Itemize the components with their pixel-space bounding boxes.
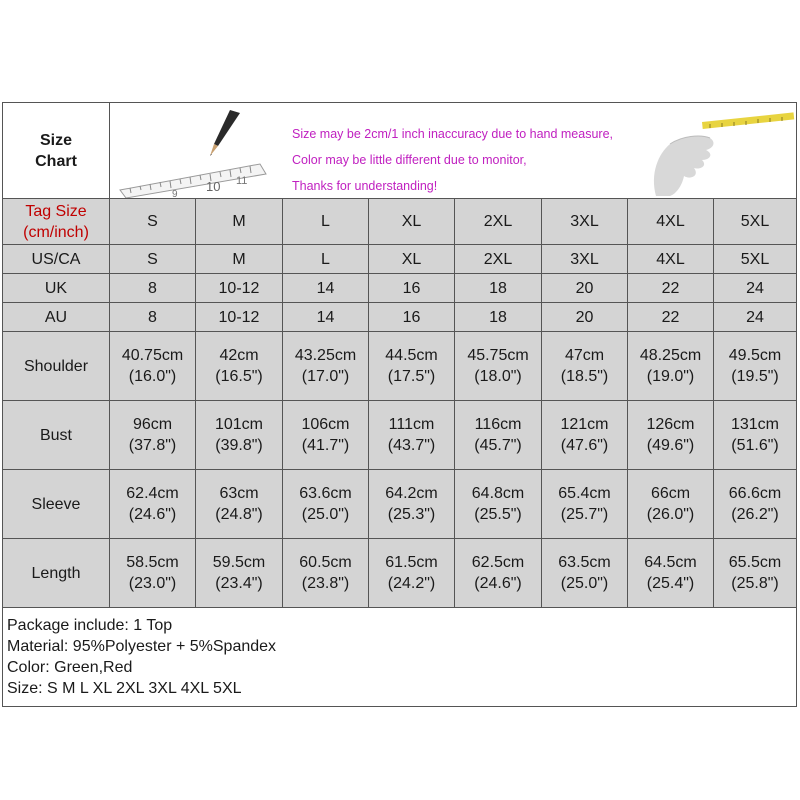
row-label: Shoulder <box>3 332 110 401</box>
size-cell: 14 <box>283 303 369 332</box>
measure-cell <box>283 539 369 608</box>
tag-size-cell: S <box>110 199 196 245</box>
size-cell: 10-12 <box>196 274 283 303</box>
inch-value: (19.0") <box>646 368 695 385</box>
measure-cell <box>542 401 628 470</box>
cm-value: 63cm <box>219 485 259 502</box>
cm-value: 47cm <box>564 347 605 364</box>
inch-value: (23.0") <box>128 575 177 592</box>
cm-value: 131cm <box>730 416 780 433</box>
cm-value: 48.25cm <box>639 347 702 364</box>
inch-value: (49.6") <box>646 437 695 454</box>
measure-cell <box>542 539 628 608</box>
measure-cell <box>196 401 283 470</box>
size-row-au <box>3 303 797 332</box>
cm-value: 116cm <box>474 416 522 433</box>
tag-size-label-line-2: (cm/inch) <box>23 223 89 241</box>
inch-value: (23.4") <box>215 575 263 592</box>
size-info: Size: S M L XL 2XL 3XL 4XL 5XL <box>7 680 242 697</box>
measure-cell <box>628 470 714 539</box>
pencil-icon <box>210 110 240 156</box>
row-label: Length <box>3 539 110 608</box>
notice-banner <box>110 103 797 199</box>
inch-value: (17.5") <box>387 368 436 385</box>
tag-size-cell: 5XL <box>714 199 797 245</box>
title-line-1: Size <box>39 131 72 149</box>
row-label: Sleeve <box>3 470 110 539</box>
cm-value: 101cm <box>214 416 264 433</box>
measure-cell <box>369 470 455 539</box>
size-cell: 22 <box>628 303 714 332</box>
size-chart-table <box>2 102 797 707</box>
tag-size-cell: M <box>196 199 283 245</box>
tag-size-label-line-1: Tag Size <box>25 202 87 220</box>
measure-cell <box>628 401 714 470</box>
ruler-number: 10 <box>206 178 221 194</box>
inch-value: (18.0") <box>474 368 522 385</box>
row-label: AU <box>3 303 110 332</box>
tag-size-cell: 2XL <box>455 199 542 245</box>
cm-value: 111cm <box>388 416 435 433</box>
tag-size-cell: L <box>283 199 369 245</box>
size-row-uk <box>3 274 797 303</box>
row-label: UK <box>3 274 110 303</box>
measure-cell <box>110 401 196 470</box>
measure-row-length <box>3 539 797 608</box>
product-info-row <box>3 608 797 707</box>
measure-cell <box>110 332 196 401</box>
cm-value: 64.5cm <box>644 554 697 571</box>
cm-value: 60.5cm <box>299 554 352 571</box>
notice-text-accuracy: Size may be 2cm/1 inch inaccuracy due to hand measure, <box>292 126 614 141</box>
hand-with-tape-icon <box>654 112 794 196</box>
ruler-icon <box>120 164 266 198</box>
size-cell: 18 <box>455 274 542 303</box>
measure-cell <box>283 470 369 539</box>
measure-row-shoulder <box>3 332 797 401</box>
measure-cell <box>369 539 455 608</box>
inch-value: (23.8") <box>301 575 350 592</box>
measure-cell <box>283 332 369 401</box>
tag-size-row <box>3 199 797 245</box>
inch-value: (26.0") <box>646 506 695 523</box>
inch-value: (26.2") <box>731 506 779 523</box>
header-row <box>3 103 797 199</box>
size-chart-title <box>3 103 110 199</box>
size-row-us-ca <box>3 245 797 274</box>
size-cell: 20 <box>542 303 628 332</box>
size-cell: 22 <box>628 274 714 303</box>
measure-cell <box>283 401 369 470</box>
notice-text-thanks: Thanks for understanding! <box>292 178 438 193</box>
measure-cell <box>714 539 797 608</box>
measure-cell <box>628 332 714 401</box>
size-cell: S <box>110 245 196 274</box>
cm-value: 96cm <box>132 416 173 433</box>
tag-size-cell: XL <box>369 199 455 245</box>
size-cell: 16 <box>369 274 455 303</box>
size-cell: M <box>196 245 283 274</box>
cm-value: 63.6cm <box>299 485 352 502</box>
tag-size-cell: 4XL <box>628 199 714 245</box>
ruler-number: 9 <box>172 188 178 198</box>
measure-cell <box>369 332 455 401</box>
cm-value: 58.5cm <box>126 554 179 571</box>
inch-value: (39.8") <box>215 437 263 454</box>
inch-value: (25.5") <box>474 506 522 523</box>
size-cell: 8 <box>110 303 196 332</box>
measure-cell <box>542 470 628 539</box>
inch-value: (25.7") <box>560 506 609 523</box>
inch-value: (24.6") <box>474 575 522 592</box>
inch-value: (25.3") <box>387 506 436 523</box>
measure-cell <box>369 401 455 470</box>
inch-value: (24.6") <box>128 506 177 523</box>
size-cell: 2XL <box>455 245 542 274</box>
size-cell: 8 <box>110 274 196 303</box>
measure-cell <box>455 470 542 539</box>
cm-value: 106cm <box>301 416 350 433</box>
cm-value: 121cm <box>560 416 609 433</box>
size-cell: 10-12 <box>196 303 283 332</box>
measure-cell <box>455 401 542 470</box>
cm-value: 66.6cm <box>728 485 782 502</box>
measure-cell <box>196 332 283 401</box>
inch-value: (37.8") <box>128 437 177 454</box>
inch-value: (19.5") <box>731 368 779 385</box>
size-cell: 14 <box>283 274 369 303</box>
material-info: Material: 95%Polyester + 5%Spandex <box>7 638 277 655</box>
measure-cell <box>110 470 196 539</box>
measure-cell <box>714 332 797 401</box>
cm-value: 63.5cm <box>558 554 611 571</box>
measure-row-sleeve <box>3 470 797 539</box>
size-cell: 16 <box>369 303 455 332</box>
cm-value: 45.75cm <box>467 347 529 364</box>
color-info: Color: Green,Red <box>7 659 133 676</box>
size-cell: 20 <box>542 274 628 303</box>
cm-value: 62.4cm <box>126 485 179 502</box>
inch-value: (24.2") <box>387 575 436 592</box>
size-cell: 3XL <box>542 245 628 274</box>
ruler-number: 11 <box>236 174 248 187</box>
cm-value: 43.25cm <box>294 347 357 364</box>
measure-cell <box>455 539 542 608</box>
notice-text-color: Color may be little different due to monitor, <box>292 152 527 167</box>
inch-value: (43.7") <box>387 437 436 454</box>
inch-value: (25.0") <box>560 575 609 592</box>
row-label: Bust <box>3 401 110 470</box>
measure-cell <box>196 470 283 539</box>
inch-value: (24.8") <box>215 506 263 523</box>
measure-cell <box>196 539 283 608</box>
size-cell: 24 <box>714 303 797 332</box>
size-cell: XL <box>369 245 455 274</box>
size-cell: 5XL <box>714 245 797 274</box>
cm-value: 61.5cm <box>385 554 438 571</box>
cm-value: 64.2cm <box>385 485 438 502</box>
inch-value: (45.7") <box>474 437 522 454</box>
cm-value: 126cm <box>646 416 695 433</box>
cm-value: 59.5cm <box>212 554 266 571</box>
cm-value: 62.5cm <box>471 554 525 571</box>
inch-value: (18.5") <box>560 368 609 385</box>
cm-value: 42cm <box>219 347 259 364</box>
measure-cell <box>714 470 797 539</box>
measure-cell <box>714 401 797 470</box>
inch-value: (16.5") <box>215 368 263 385</box>
measure-cell <box>110 539 196 608</box>
inch-value: (25.0") <box>301 506 350 523</box>
cm-value: 66cm <box>650 485 691 502</box>
size-cell: 24 <box>714 274 797 303</box>
cm-value: 64.8cm <box>471 485 525 502</box>
size-cell: 18 <box>455 303 542 332</box>
size-cell: 4XL <box>628 245 714 274</box>
inch-value: (47.6") <box>560 437 609 454</box>
package-info: Package include: 1 Top <box>7 617 173 634</box>
measure-row-bust <box>3 401 797 470</box>
cm-value: 40.75cm <box>121 347 184 364</box>
size-cell: L <box>283 245 369 274</box>
cm-value: 49.5cm <box>728 347 782 364</box>
cm-value: 65.5cm <box>728 554 782 571</box>
row-label: US/CA <box>3 245 110 274</box>
inch-value: (51.6") <box>731 437 779 454</box>
tag-size-label <box>3 199 110 245</box>
tag-size-cell: 3XL <box>542 199 628 245</box>
inch-value: (17.0") <box>301 368 350 385</box>
cm-value: 65.4cm <box>558 485 611 502</box>
measure-cell <box>455 332 542 401</box>
title-line-2: Chart <box>35 152 77 170</box>
inch-value: (25.4") <box>646 575 695 592</box>
cm-value: 44.5cm <box>385 347 438 364</box>
measure-cell <box>542 332 628 401</box>
product-info <box>3 608 797 707</box>
measure-cell <box>628 539 714 608</box>
inch-value: (25.8") <box>731 575 779 592</box>
inch-value: (41.7") <box>301 437 350 454</box>
inch-value: (16.0") <box>128 368 177 385</box>
